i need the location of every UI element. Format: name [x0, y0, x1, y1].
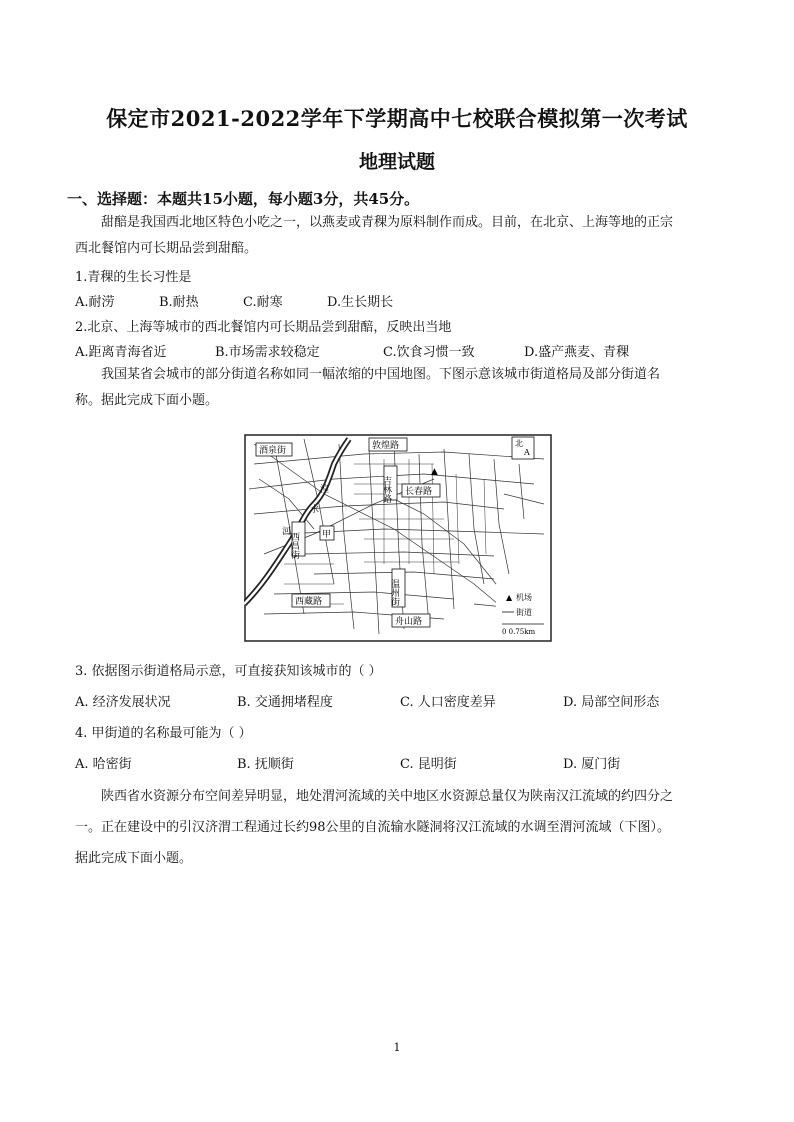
street-label-dunhuang	[369, 438, 407, 451]
passage-3-line-2: 一。正在建设中的引汉济渭工程通过长约98公里的自流输水隧洞将汉江流域的水调至渭河流域（下图）。	[75, 820, 671, 835]
question-4-options	[75, 753, 725, 773]
passage-2-line-2: 称。据此完成下面小题。	[75, 393, 219, 408]
q4-option-a[interactable]: A. 哈密街	[75, 757, 132, 772]
section-heading: 一、选择题：本题共15小题，每小题3分，共45分。	[67, 190, 420, 208]
exam-title: 保定市2021-2022学年下学期高中七校联合模拟第一次考试	[106, 106, 688, 131]
legend-street-label: 街道	[516, 608, 532, 617]
scale-label: 0 0.75km	[502, 628, 536, 636]
passage-3-line-3: 据此完成下面小题。	[75, 851, 193, 866]
question-3-options	[75, 691, 725, 711]
street-label-zhoushan	[392, 614, 430, 627]
street-map-figure	[244, 434, 552, 642]
q4-option-d[interactable]: D. 厦门街	[563, 757, 621, 772]
legend-airport-icon: ▲	[506, 593, 513, 602]
river-char-1: 湟	[320, 485, 330, 495]
passage-1	[75, 210, 725, 262]
passage-2	[75, 362, 725, 414]
q3-option-d[interactable]: D. 局部空间形态	[563, 695, 660, 710]
q2-option-b[interactable]: B.市场需求较稳定	[215, 345, 320, 360]
q4-option-b[interactable]: B. 抚顺街	[237, 757, 294, 772]
river-char-2: 水	[310, 505, 320, 515]
q1-option-a[interactable]: A.耐涝	[75, 295, 115, 310]
question-4-stem: 4. 甲街道的名称最可能为（ ）	[75, 726, 252, 741]
question-3-stem: 3. 依据图示街道格局示意，可直接获知该城市的（ ）	[75, 664, 382, 679]
question-1-stem: 1.青稞的生长习性是	[75, 270, 192, 285]
airport-marker: ▲	[431, 467, 438, 477]
question-2-options	[75, 341, 725, 361]
question-1-options	[75, 291, 725, 311]
q4-option-c[interactable]: C. 昆明街	[400, 757, 457, 772]
q3-option-b[interactable]: B. 交通拥堵程度	[237, 695, 333, 710]
legend-airport-label: 机场	[516, 593, 532, 602]
svg-text:舟山路: 舟山路	[395, 617, 423, 627]
subject-title: 地理试题	[358, 151, 435, 173]
street-label-changchun	[402, 484, 440, 497]
q2-option-a[interactable]: A.距离青海省近	[75, 345, 167, 360]
street-label-xizang	[292, 594, 330, 607]
q1-option-c[interactable]: C.耐寒	[243, 295, 283, 310]
north-arrow	[512, 437, 534, 459]
question-2-stem: 2.北京、上海等城市的西北餐馆内可长期品尝到甜醅，反映出当地	[75, 320, 452, 335]
passage-1-line-2: 西北餐馆内可长期品尝到甜醅。	[75, 241, 258, 256]
svg-text:北: 北	[515, 439, 523, 448]
svg-text:温州街: 温州街	[389, 579, 399, 606]
river-char-3: 河	[282, 527, 292, 537]
svg-text:西昌街: 西昌街	[289, 532, 299, 559]
q3-option-c[interactable]: C. 人口密度差异	[400, 695, 496, 710]
svg-text:敦煌路: 敦煌路	[372, 441, 400, 451]
street-label-jiuquan	[256, 443, 292, 456]
map-legend	[496, 584, 550, 640]
passage-3-line-1: 陕西省水资源分布空间差异明显，地处渭河流域的关中地区水资源总量仅为陕南汉江流域的约四分之	[101, 789, 674, 804]
q3-option-a[interactable]: A. 经济发展状况	[75, 695, 171, 710]
svg-text:吉林路: 吉林路	[381, 476, 391, 503]
passage-2-line-1: 我国某省会城市的部分街道名称如同一幅浓缩的中国地图。下图示意该城市街道格局及部分街道名	[101, 367, 661, 382]
svg-text:西藏路: 西藏路	[295, 597, 323, 607]
svg-text:长春路: 长春路	[405, 487, 433, 497]
q2-option-d[interactable]: D.盛产燕麦、青稞	[524, 345, 630, 360]
passage-1-line-1: 甜醅是我国西北地区特色小吃之一，以燕麦或青稞为原料制作而成。目前，在北京、上海等地的正宗	[101, 215, 674, 230]
page-number: 1	[393, 1041, 401, 1054]
street-label-jia	[320, 526, 334, 540]
q1-option-b[interactable]: B.耐热	[159, 295, 199, 310]
svg-text:A: A	[524, 448, 530, 457]
svg-text:酒泉街: 酒泉街	[259, 446, 287, 456]
passage-3	[75, 781, 725, 874]
q1-option-d[interactable]: D.生长期长	[327, 295, 394, 310]
svg-text:甲: 甲	[322, 530, 332, 540]
q2-option-c[interactable]: C.饮食习惯一致	[383, 345, 475, 360]
